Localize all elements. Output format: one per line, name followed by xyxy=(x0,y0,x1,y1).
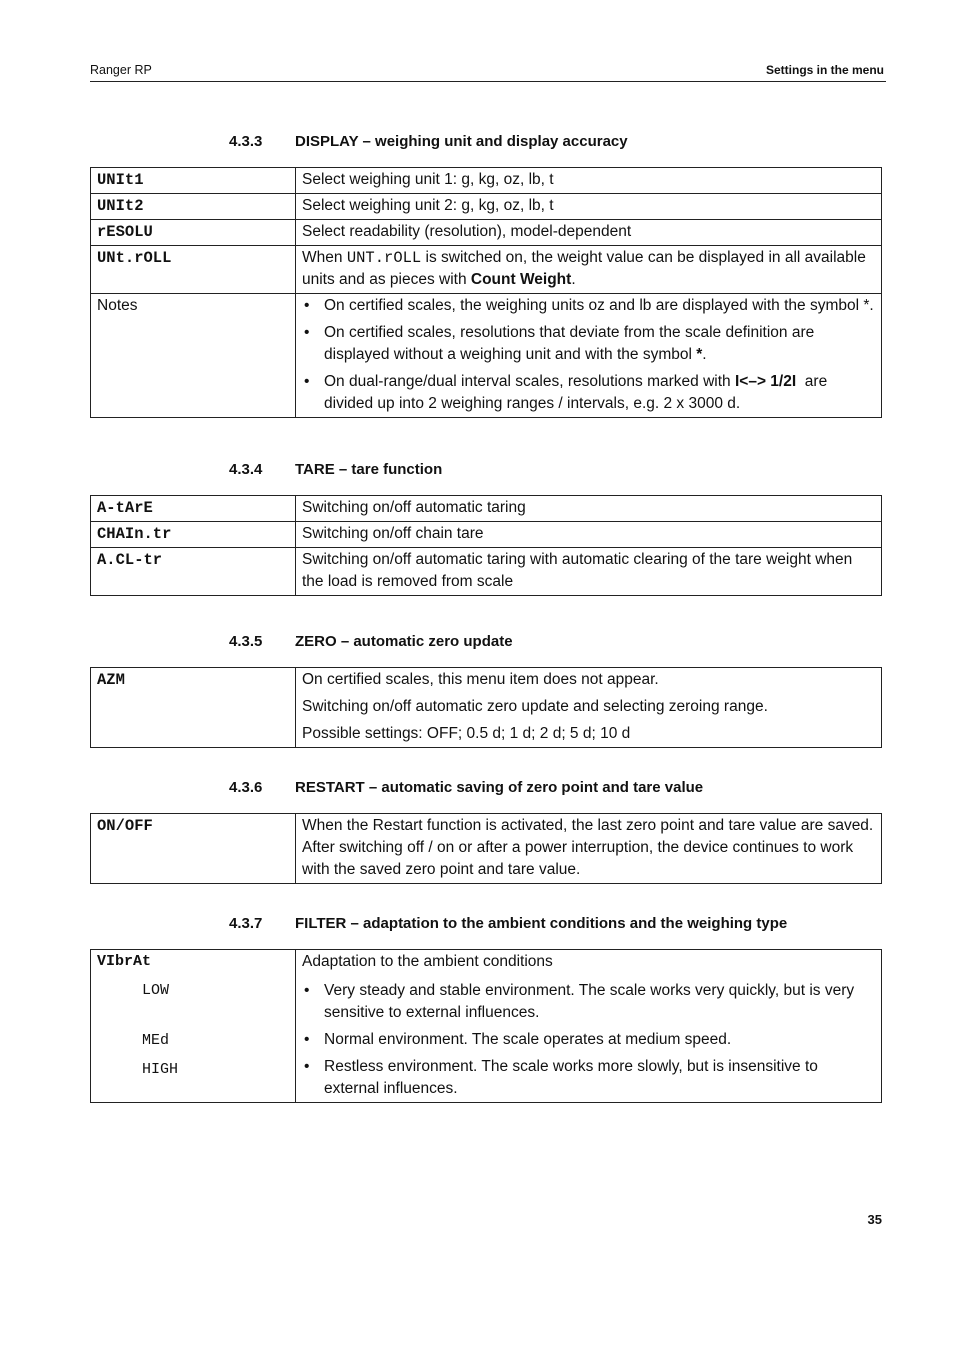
section-heading-4-3-5 xyxy=(229,633,513,650)
setting-key: A.CL-tr xyxy=(91,548,296,596)
table-row xyxy=(91,522,882,548)
table-row xyxy=(91,950,882,1103)
setting-key: UNIt2 xyxy=(91,194,296,220)
setting-description: Switching on/off chain tare xyxy=(296,522,882,548)
section-number: 4.3.6 xyxy=(229,779,263,796)
text-segment: On dual-range/dual interval scales, resolutions marked with xyxy=(324,373,735,390)
section-number: 4.3.5 xyxy=(229,633,263,650)
display-settings-table xyxy=(90,167,882,418)
emphasis: * xyxy=(696,346,703,363)
section-heading-4-3-7 xyxy=(229,915,787,932)
text-segment: are divided up into 2 weighing ranges / intervals, e.g. 2 x 3000 d. xyxy=(324,373,832,412)
setting-description: When the Restart function is activated, the last zero point and tare value are saved. After switching off / on or after a power interruption, the device continues to work with the saved zero point and tare value. xyxy=(296,814,882,884)
option-description: • Restless environment. The scale works more slowly, but is insensitive to external influences. xyxy=(302,1056,875,1100)
emphasis: I<–> 1/2I xyxy=(734,373,797,390)
filter-settings-table xyxy=(90,949,882,1103)
setting-key: AZM xyxy=(91,668,296,748)
option-key-med: MEd xyxy=(142,1032,170,1049)
table-row xyxy=(91,548,882,596)
text-segment: . xyxy=(571,271,576,288)
text-segment: On certified scales, resolutions that deviate from the scale definition are displayed without a weighing unit and with the symbol xyxy=(324,324,815,363)
setting-description: Switching on/off automatic taring with automatic clearing of the tare weight when the load is removed from scale xyxy=(296,548,882,596)
setting-key: rESOLU xyxy=(91,220,296,246)
notes-list xyxy=(302,295,875,415)
notes-label: Notes xyxy=(91,294,296,418)
page-header xyxy=(90,63,886,82)
setting-description xyxy=(296,246,882,294)
notes-content xyxy=(296,294,882,418)
option-description: • Very steady and stable environment. The scale works very quickly, but is very sensitive to external influences. xyxy=(302,980,875,1024)
table-row xyxy=(91,814,882,884)
setting-key: ON/OFF xyxy=(91,814,296,884)
text-segment: . xyxy=(702,346,707,363)
text-segment: is switched on, the weight value can be displayed in all available units and as pieces with xyxy=(302,249,866,288)
section-title: RESTART – automatic saving of zero point and tare value xyxy=(295,779,704,796)
table-row xyxy=(91,246,882,294)
text-segment: When xyxy=(302,249,347,266)
document-title: Ranger RP xyxy=(90,63,152,77)
section-heading-4-3-6 xyxy=(229,779,703,796)
description-line: Adaptation to the ambient conditions xyxy=(302,953,553,970)
table-row xyxy=(91,668,882,748)
tare-settings-table xyxy=(90,495,882,596)
option-description: • Normal environment. The scale operates at medium speed. xyxy=(302,1029,875,1051)
zero-settings-table xyxy=(90,667,882,748)
setting-description xyxy=(296,950,882,1103)
section-title: DISPLAY – weighing unit and display accuracy xyxy=(295,133,628,150)
setting-key: UNIt1 xyxy=(91,168,296,194)
page-number: 35 xyxy=(867,1212,882,1227)
description-line: Switching on/off automatic zero update and selecting zeroing range. xyxy=(302,698,768,715)
setting-description: Select weighing unit 2: g, kg, oz, lb, t xyxy=(296,194,882,220)
setting-description: Select readability (resolution), model-dependent xyxy=(296,220,882,246)
section-number: 4.3.3 xyxy=(229,133,263,150)
description-line: On certified scales, this menu item does not appear. xyxy=(302,671,659,688)
chapter-title: Settings in the menu xyxy=(765,63,884,77)
note-item: • On certified scales, the weighing units oz and lb are displayed with the symbol *. xyxy=(302,295,875,317)
section-heading-4-3-4 xyxy=(229,461,442,478)
table-row xyxy=(91,168,882,194)
setting-keys xyxy=(91,950,296,1103)
setting-key: A-tArE xyxy=(91,496,296,522)
section-heading-4-3-3 xyxy=(229,133,628,150)
setting-key: CHAIn.tr xyxy=(91,522,296,548)
section-title: FILTER – adaptation to the ambient conditions and the weighing type xyxy=(295,915,788,932)
setting-key: UNt.rOLL xyxy=(91,246,296,294)
option-list xyxy=(302,980,875,1100)
table-row xyxy=(91,220,882,246)
section-title: TARE – tare function xyxy=(295,461,443,478)
emphasis: Count Weight xyxy=(470,271,572,288)
setting-description xyxy=(296,668,882,748)
restart-settings-table xyxy=(90,813,882,884)
setting-description: Select weighing unit 1: g, kg, oz, lb, t xyxy=(296,168,882,194)
table-row xyxy=(91,496,882,522)
note-item xyxy=(302,322,875,366)
note-item xyxy=(302,371,875,415)
option-key-low: LOW xyxy=(142,982,170,999)
setting-key: VIbrAt xyxy=(97,953,152,970)
section-title: ZERO – automatic zero update xyxy=(295,633,513,650)
setting-description: Switching on/off automatic taring xyxy=(296,496,882,522)
section-number: 4.3.4 xyxy=(229,461,263,478)
table-row xyxy=(91,194,882,220)
option-key-high: HIGH xyxy=(142,1061,179,1078)
section-number: 4.3.7 xyxy=(229,915,263,932)
table-row xyxy=(91,294,882,418)
display-code: UNT.rOLL xyxy=(346,249,422,267)
description-line: Possible settings: OFF; 0.5 d; 1 d; 2 d; 5 d; 10 d xyxy=(302,725,631,742)
